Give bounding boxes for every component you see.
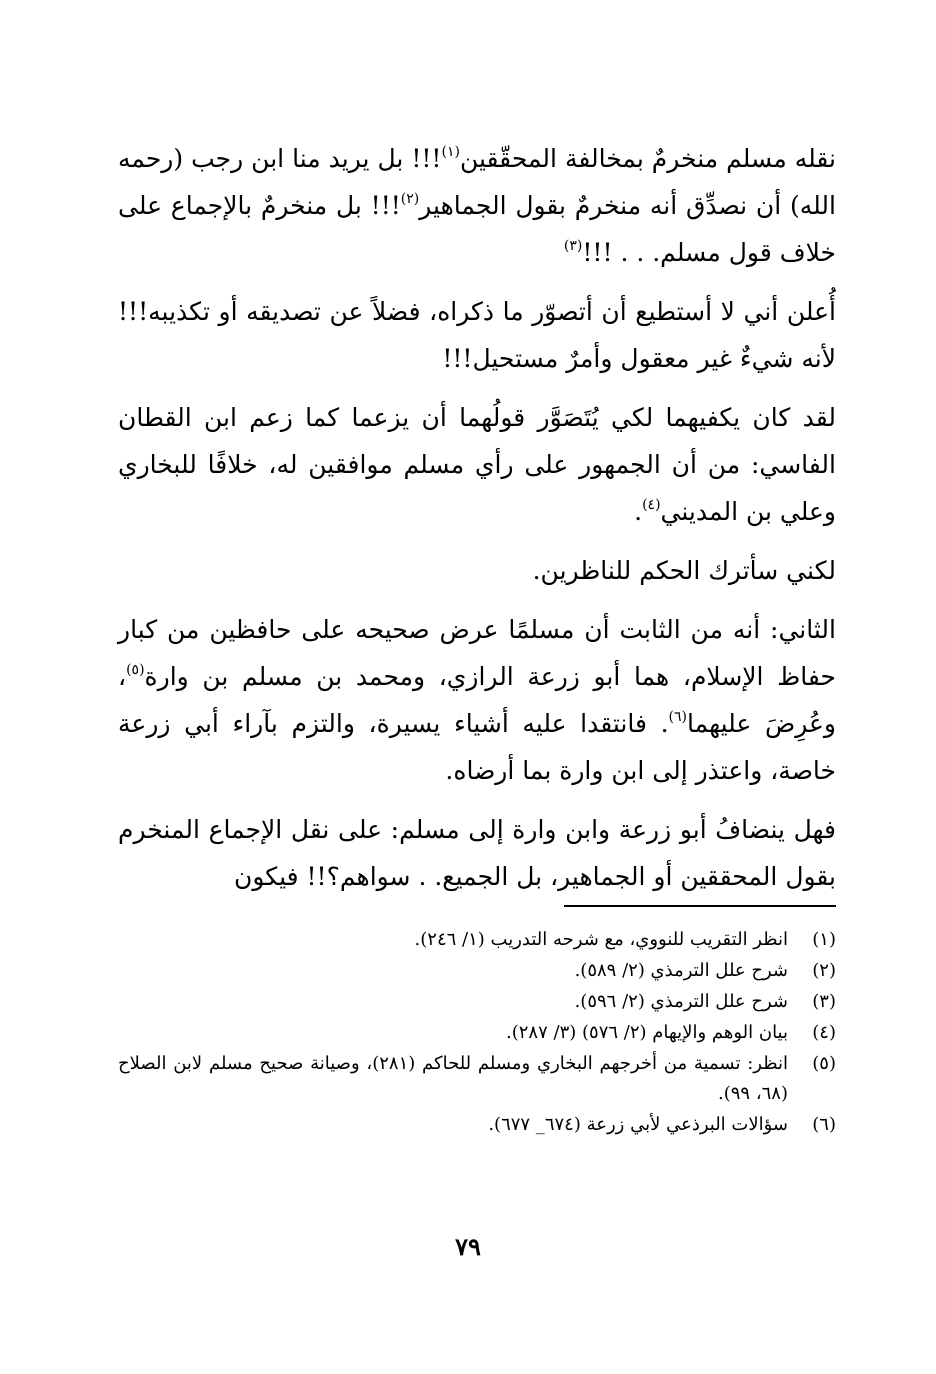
footnote-text: انظر: تسمية من أخرجهم البخاري ومسلم للحاكم (٢٨١)، وصيانة صحيح مسلم لابن الصلاح (٦٨، ٩٩). — [118, 1053, 788, 1104]
footnote-item — [118, 925, 836, 955]
paragraph-text: أُعلن أني لا أستطيع أن أتصوّر ما ذكراه، فضلاً عن تصديقه أو تكذيبه!!! لأنه شيءٌ غير معقول وأمرٌ مستحيل!!! — [118, 297, 836, 373]
paragraph-text: . فانتقدا عليه أشياء يسيرة، والتزم بآراء أبي زرعة خاصة، واعتذر إلى ابن وارة بما أرضاه. — [118, 709, 836, 785]
paragraph-text: !!! بل منخرمٌ بالإجماع على خلاف قول مسلم. . . !!! — [118, 191, 836, 267]
footnote-number: (٥) — [812, 1053, 836, 1074]
footnote-item — [118, 956, 836, 986]
footnote-number: (٣) — [812, 991, 836, 1012]
footnotes — [118, 925, 836, 1141]
footnote-text: شرح علل الترمذي (٢/ ٥٩٦). — [574, 991, 788, 1012]
paragraph-1 — [118, 135, 836, 276]
paragraph-text: !!! بل يريد منا ابن رجب (رحمه الله) أن نصدِّق أنه منخرمٌ بقول الجماهير — [118, 144, 836, 220]
footnote-number: (٢) — [812, 960, 836, 981]
paragraph-3 — [118, 394, 836, 535]
paragraph-text: لقد كان يكفيهما لكي يُتَصَوَّر قولُهما أن يزعما كما زعم ابن القطان الفاسي: من أن الجمهور على رأي مسلم موافقين له، خلافًا للبخاري وعلي بن المديني — [118, 403, 836, 526]
footnote-ref: (٦) — [668, 708, 688, 725]
footnote-item — [118, 1110, 836, 1140]
page-number: ٧٩ — [455, 1232, 481, 1261]
paragraph-text: لكني سأترك الحكم للناظرين. — [532, 556, 836, 585]
footnote-text: شرح علل الترمذي (٢/ ٥٨٩). — [574, 960, 788, 981]
footnote-ref: (٥) — [126, 661, 145, 678]
footnote-ref: (٣) — [563, 237, 583, 254]
paragraph-4 — [118, 547, 836, 594]
footnote-separator — [564, 905, 836, 907]
paragraph-6 — [118, 806, 836, 900]
footnote-item — [118, 1049, 836, 1109]
paragraph-2 — [118, 288, 836, 382]
footnote-number: (٦) — [812, 1114, 836, 1135]
paragraph-text: ، وعُرِضَ عليهما — [118, 662, 836, 738]
footnote-number: (٤) — [812, 1022, 836, 1043]
paragraph-text: الثاني: أنه من الثابت أن مسلمًا عرض صحيحه على حافظين من كبار حفاظ الإسلام، هما أبو زرعة الرازي، ومحمد بن مسلم بن وارة — [118, 615, 836, 691]
footnote-number: (١) — [812, 929, 836, 950]
paragraph-text: نقله مسلم منخرمٌ بمخالفة المحقّقين — [459, 144, 836, 173]
footnote-item — [118, 1018, 836, 1048]
footnote-text: سؤالات البرذعي لأبي زرعة (٦٧٤_ ٦٧٧). — [488, 1114, 788, 1135]
footnote-text: انظر التقريب للنووي، مع شرحه التدريب (١/ ٢٤٦). — [414, 929, 788, 950]
footnote-ref: (١) — [441, 143, 460, 160]
footnote-item — [118, 987, 836, 1017]
paragraph-5 — [118, 606, 836, 794]
footnote-ref: (٢) — [400, 190, 420, 207]
paragraph-text: فهل ينضافُ أبو زرعة وابن وارة إلى مسلم: على نقل الإجماع المنخرم بقول المحققين أو الجماهير، بل الجميع. . سواهم؟!! فيكون — [118, 815, 836, 891]
footnote-text: بيان الوهم والإيهام (٢/ ٥٧٦) (٣/ ٢٨٧). — [506, 1022, 788, 1043]
footnote-ref: (٤) — [642, 496, 661, 513]
paragraph-text: . — [634, 497, 643, 526]
main-text — [118, 135, 836, 912]
